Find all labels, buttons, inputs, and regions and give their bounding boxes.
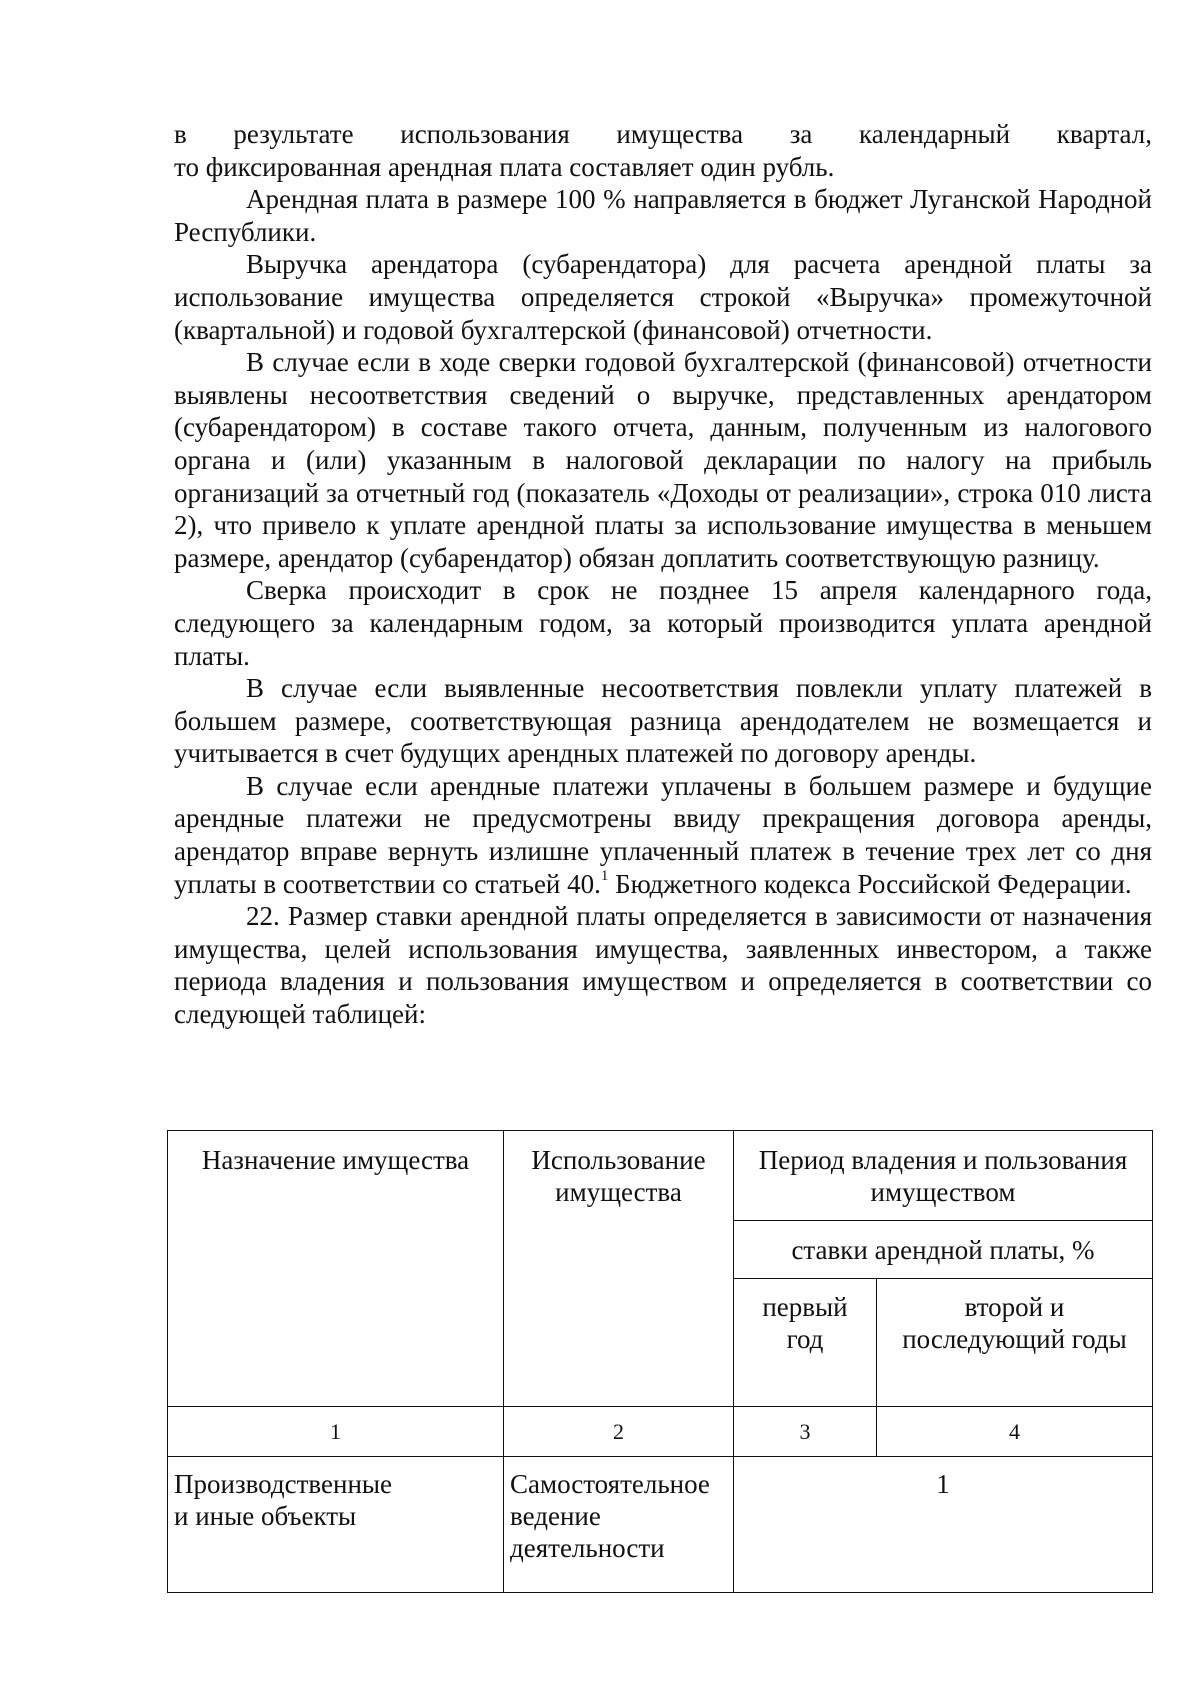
cell-purpose: Производственные и иные объекты bbox=[168, 1457, 504, 1593]
paragraph-22: 22. Размер ставки арендной платы определяется в зависимости от назначения имущества, целей использования имущества, заявленных инвестором, а также периода владения и пользования имуществом и определяется в соответствии со следующей таблицей: bbox=[174, 901, 1152, 1030]
paragraph-1-line-1: в результате использования имущества за календарный квартал, bbox=[174, 119, 1152, 149]
paragraph-3: Выручка арендатора (субарендатора) для расчета арендной платы за использование имущества определяется строкой «Выручка» промежуточной (квартальной) и годовой бухгалтерской (финансовой) отчетности. bbox=[174, 249, 1152, 345]
paragraph-7-text-end: Бюджетного кодекса Российской Федерации. bbox=[608, 868, 1132, 899]
header-second-year: второй и последующий годы bbox=[877, 1279, 1153, 1407]
cell-usage: Самостоятельное ведение деятельности bbox=[504, 1457, 734, 1593]
header-purpose: Назначение имущества bbox=[168, 1131, 504, 1407]
paragraph-5: Сверка происходит в срок не позднее 15 апреля календарного года, следующего за календарным годом, за который производится уплата арендной платы. bbox=[174, 575, 1152, 671]
column-number: 4 bbox=[877, 1407, 1153, 1457]
table-row bbox=[168, 1457, 1153, 1593]
header-usage: Использование имущества bbox=[504, 1131, 734, 1407]
footnote-superscript: 1 bbox=[600, 867, 609, 884]
paragraph-4: В случае если в ходе сверки годовой бухгалтерской (финансовой) отчетности выявлены несоответствия сведений о выручке, представленных арендатором (субарендатором) в составе такого отчета, данным, полученным из налогового органа и (или) указанным в налоговой декларации по налогу на прибыль организаций за отчетный год (показатель «Доходы от реализации», строка 010 листа 2), что привело к уплате арендной платы за использование имущества в меньшем размере, арендатор (субарендатор) обязан доплатить соответствующую разницу. bbox=[174, 347, 1152, 573]
header-rates: ставки арендной платы, % bbox=[734, 1221, 1153, 1279]
header-period: Период владения и пользования имуществом bbox=[734, 1131, 1153, 1221]
paragraph-6: В случае если выявленные несоответствия повлекли уплату платежей в большем размере, соответствующая разница арендодателем не возмещается и учитывается в счет будущих арендных платежей по договору аренды. bbox=[174, 673, 1152, 769]
paragraph-2: Арендная плата в размере 100 % направляется в бюджет Луганской Народной Республики. bbox=[174, 184, 1152, 247]
column-number: 1 bbox=[168, 1407, 504, 1457]
document-body bbox=[174, 118, 1152, 1031]
header-first-year: первый год bbox=[734, 1279, 877, 1407]
rate-table bbox=[167, 1130, 1153, 1593]
paragraph-7 bbox=[174, 770, 1152, 900]
column-number: 2 bbox=[504, 1407, 734, 1457]
cell-rate: 1 bbox=[734, 1457, 1153, 1593]
column-number: 3 bbox=[734, 1407, 877, 1457]
paragraph-7-text: В случае если арендные платежи уплачены в большем размере и будущие арендные платежи не предусмотрены ввиду прекращения договора аренды, арендатор вправе вернуть излишне уплаченный платеж в течение трех лет со дня уплаты в соответствии со статьей 40. bbox=[174, 770, 1152, 899]
paragraph-1-rest: то фиксированная арендная плата составляет один рубль. bbox=[174, 151, 835, 182]
